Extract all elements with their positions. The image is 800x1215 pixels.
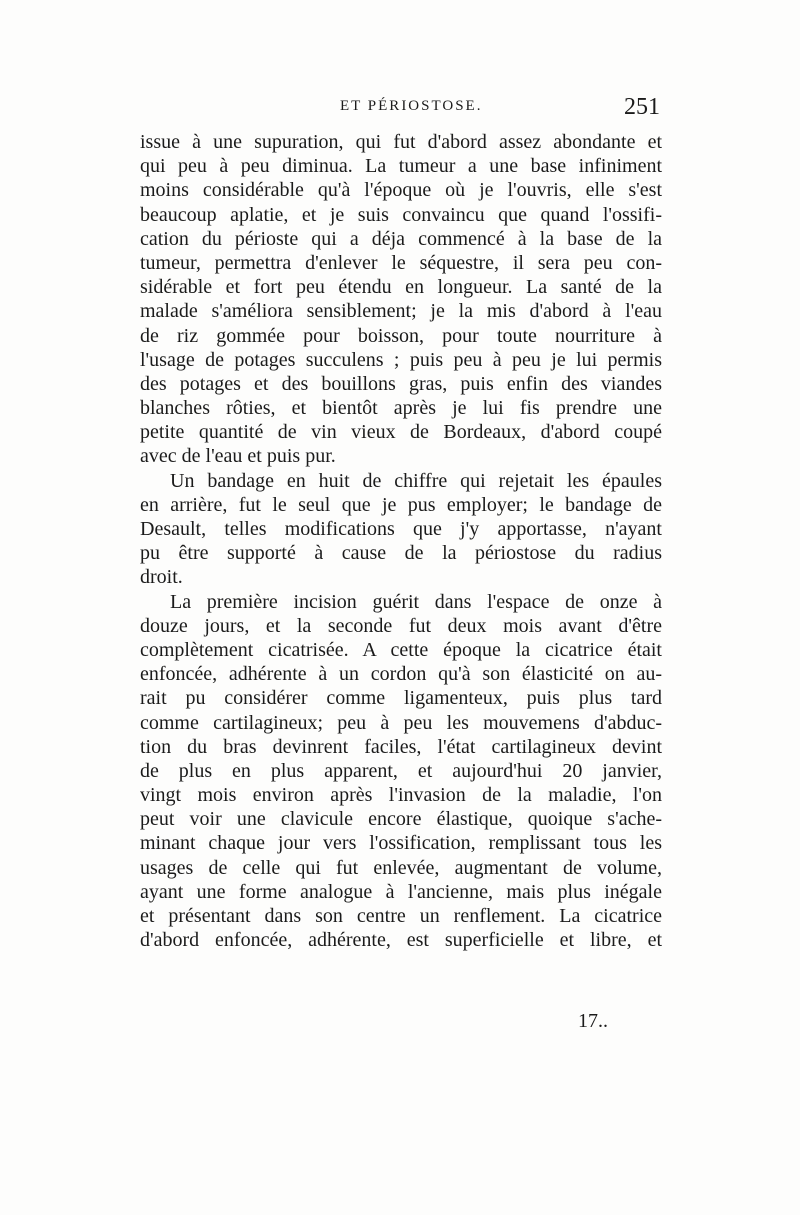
paragraph-start-line: Un bandage en huit de chiffre qui rejetait les épaules: [170, 469, 662, 492]
text-line: Desault, telles modifications que j'y apportasse, n'ayant: [140, 518, 662, 540]
text-line: moins considérable qu'à l'époque où je l'ouvris, elle s'est: [140, 179, 662, 202]
running-title: ET PÉRIOSTOSE.: [340, 98, 483, 114]
text-line: douze jours, et la seconde fut deux mois avant d'être: [140, 614, 662, 637]
text-line: complètement cicatrisée. A cette époque la cicatrice était: [140, 638, 662, 661]
paragraph-start-line: La première incision guérit dans l'espace de onze à: [170, 590, 662, 613]
text-line: sidérable et fort peu étendu en longueur. La santé de la: [140, 276, 662, 299]
text-line: enfoncée, adhérente à un cordon qu'à son élasticité on au-: [140, 663, 662, 686]
text-line: droit.: [140, 566, 183, 589]
text-line: petite quantité de vin vieux de Bordeaux, d'abord coupé: [140, 421, 662, 444]
text-line: minant chaque jour vers l'ossification, remplissant tous les: [140, 832, 662, 855]
text-line: l'usage de potages succulens ; puis peu à peu je lui permis: [140, 348, 662, 371]
signature-mark: 17..: [578, 1010, 608, 1032]
body-text: [140, 130, 662, 952]
text-line: de riz gommée pour boisson, pour toute nourriture à: [140, 324, 662, 347]
text-line: malade s'améliora sensiblement; je la mis d'abord à l'eau: [140, 300, 662, 323]
text-line: et présentant dans son centre un renflement. La cicatrice: [140, 905, 662, 927]
text-line: rait pu considérer comme ligamenteux, puis plus tard: [140, 687, 662, 710]
text-line: pu être supporté à cause de la périostose du radius: [140, 542, 662, 565]
text-line: blanches rôties, et bientôt après je lui fis prendre une: [140, 397, 662, 420]
text-line: issue à une supuration, qui fut d'abord assez abondante et: [140, 131, 662, 153]
text-line: avec de l'eau et puis pur.: [140, 445, 336, 468]
text-line: de plus en plus apparent, et aujourd'hui 20 janvier,: [140, 759, 662, 782]
text-line: cation du périoste qui a déja commencé à la base de la: [140, 227, 662, 250]
text-line: en arrière, fut le seul que je pus employer; le bandage de: [140, 493, 662, 516]
text-line: ayant une forme analogue à l'ancienne, mais plus inégale: [140, 880, 662, 903]
text-line: usages de celle qui fut enlevée, augmentant de volume,: [140, 856, 662, 879]
text-line: beaucoup aplatie, et je suis convaincu que quand l'ossifi-: [140, 203, 662, 226]
text-line: peut voir une clavicule encore élastique, quoique s'ache-: [140, 808, 662, 831]
text-line: comme cartilagineux; peu à peu les mouvemens d'abduc-: [140, 711, 662, 734]
text-line: vingt mois environ après l'invasion de la maladie, l'on: [140, 784, 662, 807]
text-line: des potages et des bouillons gras, puis enfin des viandes: [140, 372, 662, 395]
text-line: d'abord enfoncée, adhérente, est superficielle et libre, et: [140, 929, 662, 952]
page-number: 251: [624, 94, 660, 120]
text-line: tion du bras devinrent faciles, l'état cartilagineux devint: [140, 735, 662, 758]
page-header: [140, 94, 660, 124]
text-line: tumeur, permettra d'enlever le séquestre, il sera peu con-: [140, 251, 662, 274]
text-line: qui peu à peu diminua. La tumeur a une base infiniment: [140, 155, 662, 178]
